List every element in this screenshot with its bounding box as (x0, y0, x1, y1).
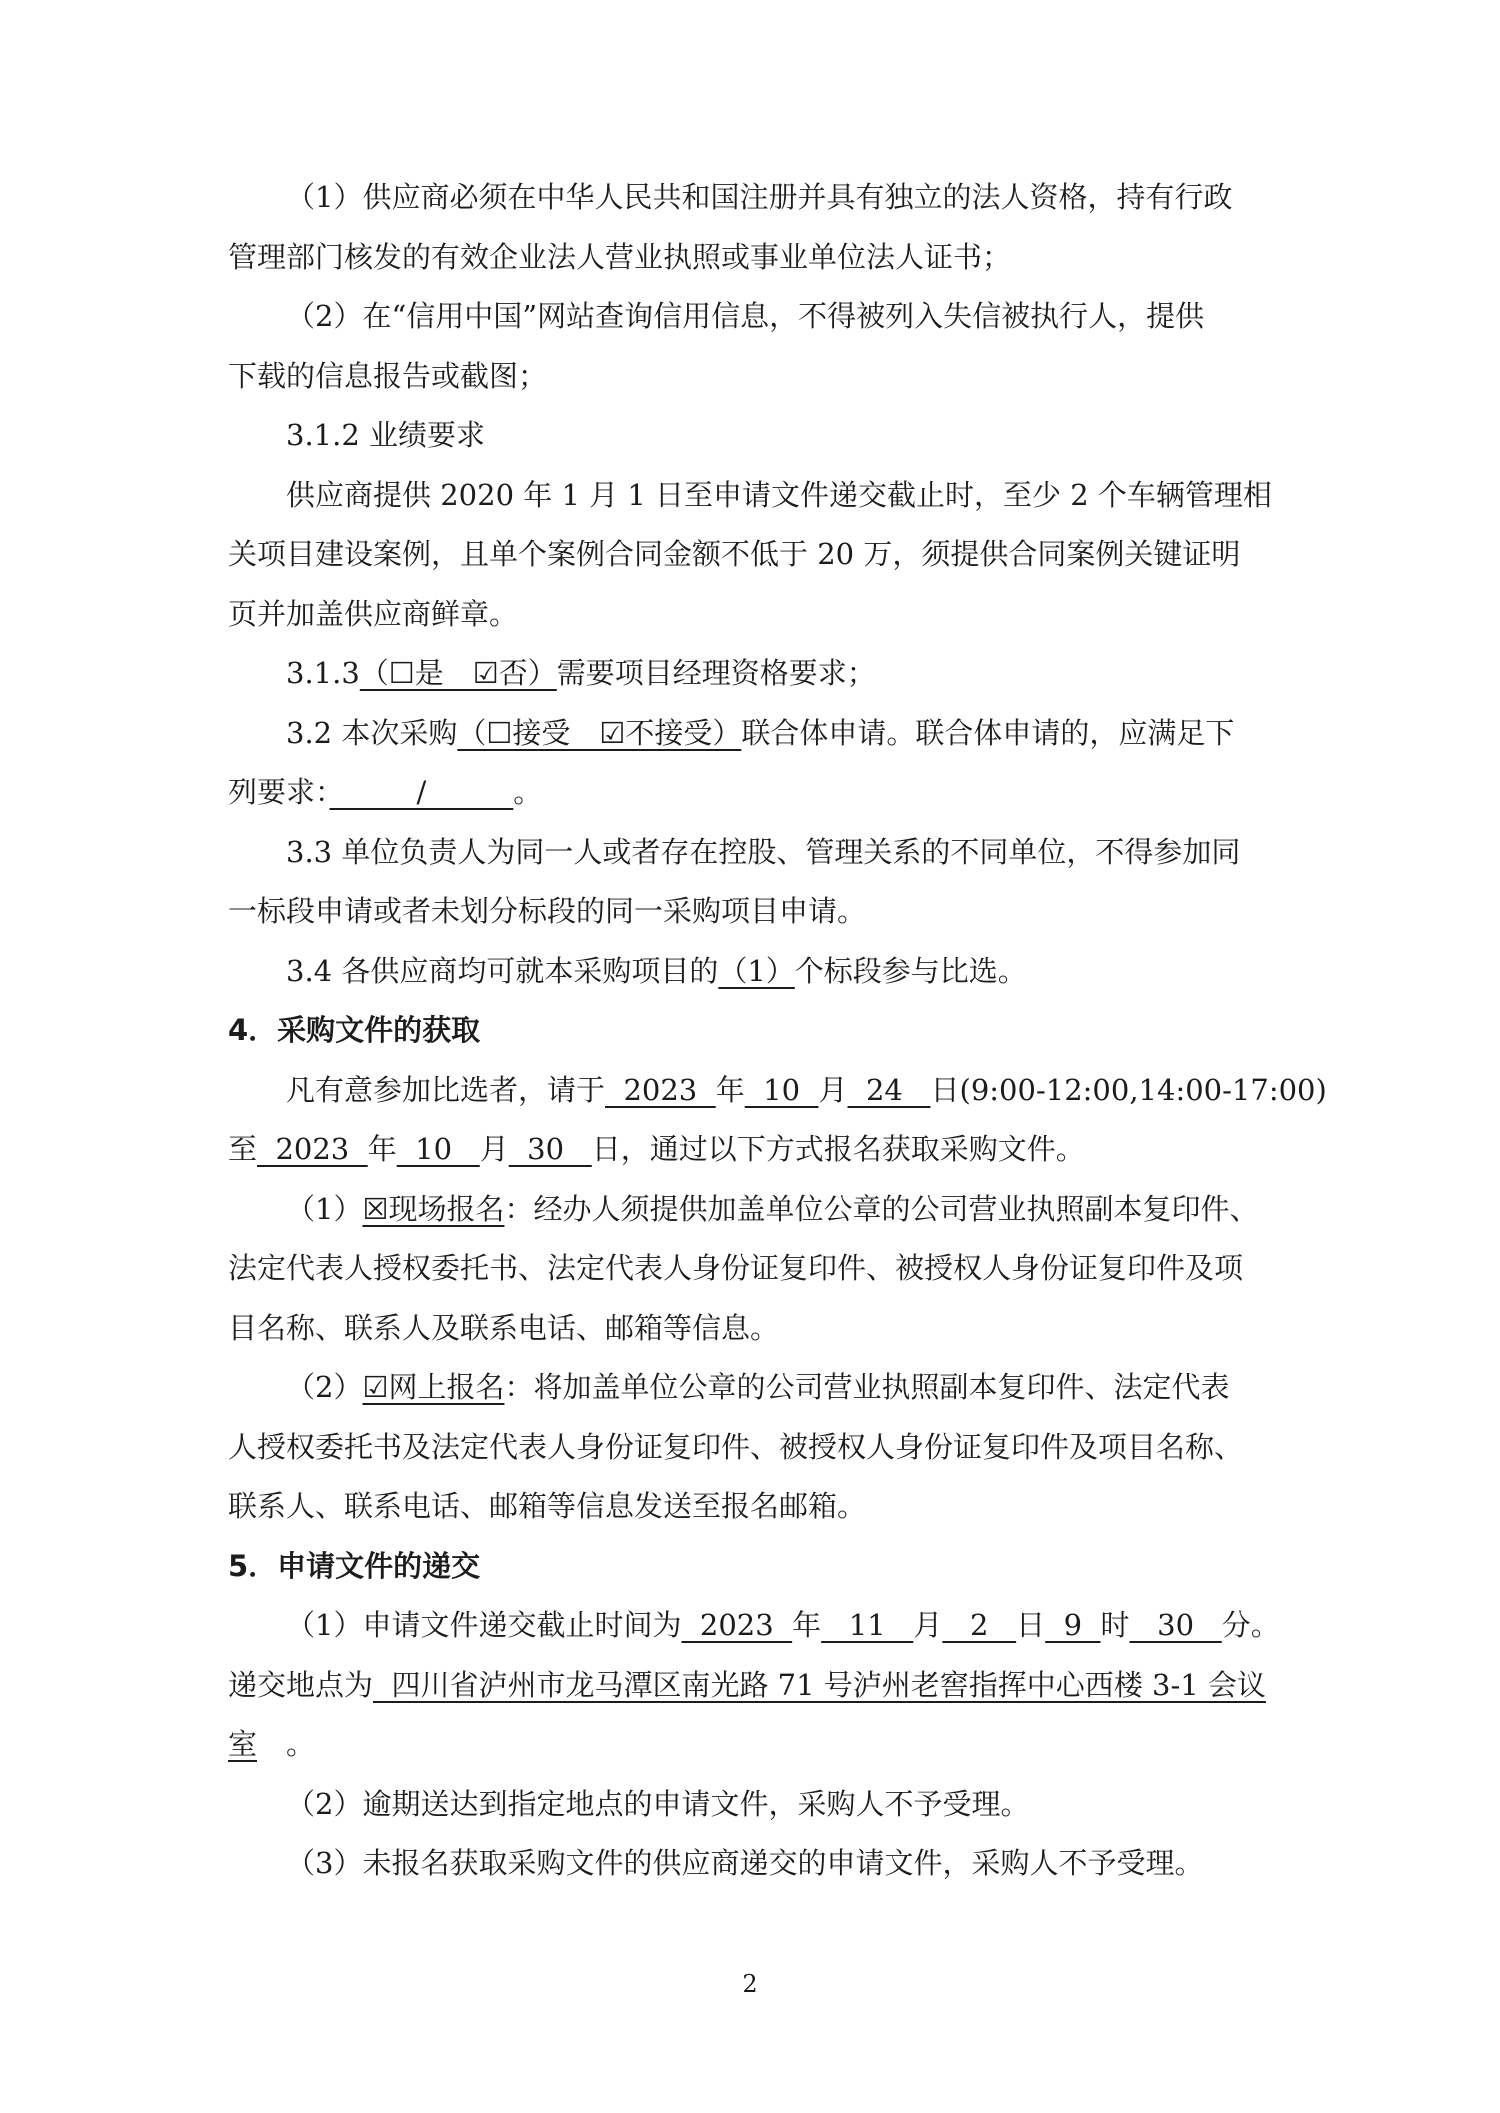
submission-location-line-1 (228, 1656, 1288, 1716)
year-label: 年 (792, 1608, 822, 1642)
registration-date-line-1 (228, 1061, 1327, 1121)
clause-text: 个标段参与比选。 (794, 953, 1027, 988)
onsite-registration-line-2: 法定代表人授权委托书、法定代表人身份证复印件、被授权人身份证复印件及项 (228, 1251, 1244, 1285)
deadline-minute: 30 (1129, 1608, 1222, 1642)
month-label: 月 (479, 1132, 509, 1166)
clause-text: 列要求： (228, 775, 330, 809)
month-label: 月 (913, 1608, 943, 1642)
section-4-heading: 4．采购文件的获取 (228, 1013, 481, 1047)
page-number: 2 (742, 1970, 758, 1998)
late-submission-note: （2）逾期送达到指定地点的申请文件，采购人不予受理。 (286, 1786, 1030, 1821)
consortium-choice: （☐接受 ☑不接受） (457, 715, 742, 750)
clause-text: （1）申请文件递交截止时间为 (286, 1608, 682, 1642)
day-and-hours: 日(9:00-12:00,14:00-17:00) (930, 1072, 1327, 1107)
document-body (228, 168, 1327, 1894)
clause-3-2-line-1 (228, 704, 1288, 764)
clause-text: 3.4 各供应商均可就本采购项目的 (286, 953, 719, 988)
online-registration-line-3: 联系人、联系电话、邮箱等信息发送至报名邮箱。 (228, 1489, 867, 1523)
clause-text: 联合体申请。联合体申请的，应满足下 (741, 715, 1235, 750)
submission-location-line-2 (228, 1715, 1288, 1775)
clause-text: 。 (513, 775, 543, 809)
clause-3-4 (228, 942, 1288, 1002)
clause-text: ：将加盖单位公章的公司营业执照副本复印件、法定代表 (504, 1370, 1230, 1404)
month-label: 月 (818, 1072, 848, 1107)
performance-line-3: 页并加盖供应商鲜章。 (228, 596, 519, 631)
year-label: 年 (367, 1132, 397, 1166)
performance-line-2: 关项目建设案例，且单个案例合同金额不低于 20 万，须提供合同案例关键证明 (228, 537, 1241, 571)
day-label: 日 (1016, 1608, 1046, 1642)
deadline-year: 2023 (681, 1608, 793, 1642)
section-5-heading: 5．申请文件的递交 (228, 1548, 481, 1583)
start-year: 2023 (605, 1072, 716, 1107)
deadline-month: 11 (821, 1608, 914, 1642)
year-label: 年 (715, 1072, 745, 1107)
clause-text: 凡有意参加比选者，请于 (286, 1072, 606, 1107)
deadline-line (228, 1596, 1288, 1656)
minute-label: 分。 (1221, 1608, 1280, 1642)
start-day: 24 (847, 1072, 931, 1107)
end-month: 10 (396, 1132, 480, 1166)
item-number: （1） (286, 1191, 363, 1226)
clause-3-3-line-2: 一标段申请或者未划分标段的同一采购项目申请。 (228, 894, 867, 928)
clause-text: 3.2 本次采购 (286, 715, 458, 750)
spacer (257, 1727, 286, 1761)
item-number: （2） (286, 1370, 363, 1404)
online-registration-line-2: 人授权委托书及法定代表人身份证复印件、被授权人身份证复印件及项目名称、 (228, 1429, 1244, 1464)
clause-text: 至 (228, 1132, 258, 1166)
clause-1-line-2: 管理部门核发的有效企业法人营业执照或事业单位法人证书； (228, 239, 1012, 274)
consortium-requirements-blank: / (329, 775, 514, 809)
deadline-day: 2 (942, 1608, 1017, 1642)
clause-text: 。 (286, 1727, 316, 1761)
clause-2-line-1: （2）在“信用中国”网站查询信用信息，不得被列入失信被执行人，提供 (286, 299, 1205, 333)
clause-text: ：经办人须提供加盖单位公章的公司营业执照副本复印件、 (504, 1191, 1259, 1226)
clause-text: 需要项目经理资格要求； (556, 656, 876, 690)
deadline-hour: 9 (1045, 1608, 1101, 1642)
clause-3-3-line-1: 3.3 单位负责人为同一人或者存在控股、管理关系的不同单位，不得参加同 (286, 834, 1241, 869)
manager-qualification-choice: （☐是 ☑否） (359, 656, 557, 690)
start-month: 10 (744, 1072, 819, 1107)
end-year: 2023 (257, 1132, 368, 1166)
onsite-registration-line-1 (228, 1180, 1288, 1240)
clause-text: 日，通过以下方式报名获取采购文件。 (591, 1132, 1085, 1166)
clause-number: 3.1.3 (286, 656, 360, 690)
clause-2-line-2: 下载的信息报告或截图； (228, 358, 548, 393)
performance-line-1: 供应商提供 2020 年 1 月 1 日至申请文件递交截止时，至少 2 个车辆管理相 (286, 477, 1272, 512)
online-registration-line-1 (228, 1358, 1288, 1418)
submission-location: 四川省泸州市龙马潭区南光路 71 号泸州老窖指挥中心西楼 3-1 会议 (373, 1667, 1266, 1702)
lot-count: （1） (718, 953, 795, 988)
clause-3-2-line-2 (228, 763, 1288, 823)
submission-location-end: 室 (228, 1727, 258, 1761)
clause-1-line-1: （1）供应商必须在中华人民共和国注册并具有独立的法人资格，持有行政 (286, 180, 1233, 214)
onsite-registration-option: ☒现场报名 (362, 1191, 505, 1226)
registration-date-line-2 (228, 1120, 1288, 1180)
clause-3-1-3 (228, 644, 1288, 704)
onsite-registration-line-3: 目名称、联系人及联系电话、邮箱等信息。 (228, 1310, 780, 1345)
clause-text: 递交地点为 (228, 1667, 374, 1702)
hour-label: 时 (1100, 1608, 1130, 1642)
unregistered-submission-note: （3）未报名获取采购文件的供应商递交的申请文件，采购人不予受理。 (286, 1846, 1204, 1880)
subsection-3-1-2-heading: 3.1.2 业绩要求 (286, 418, 486, 452)
end-day: 30 (508, 1132, 592, 1166)
online-registration-option: ☑网上报名 (362, 1370, 505, 1404)
